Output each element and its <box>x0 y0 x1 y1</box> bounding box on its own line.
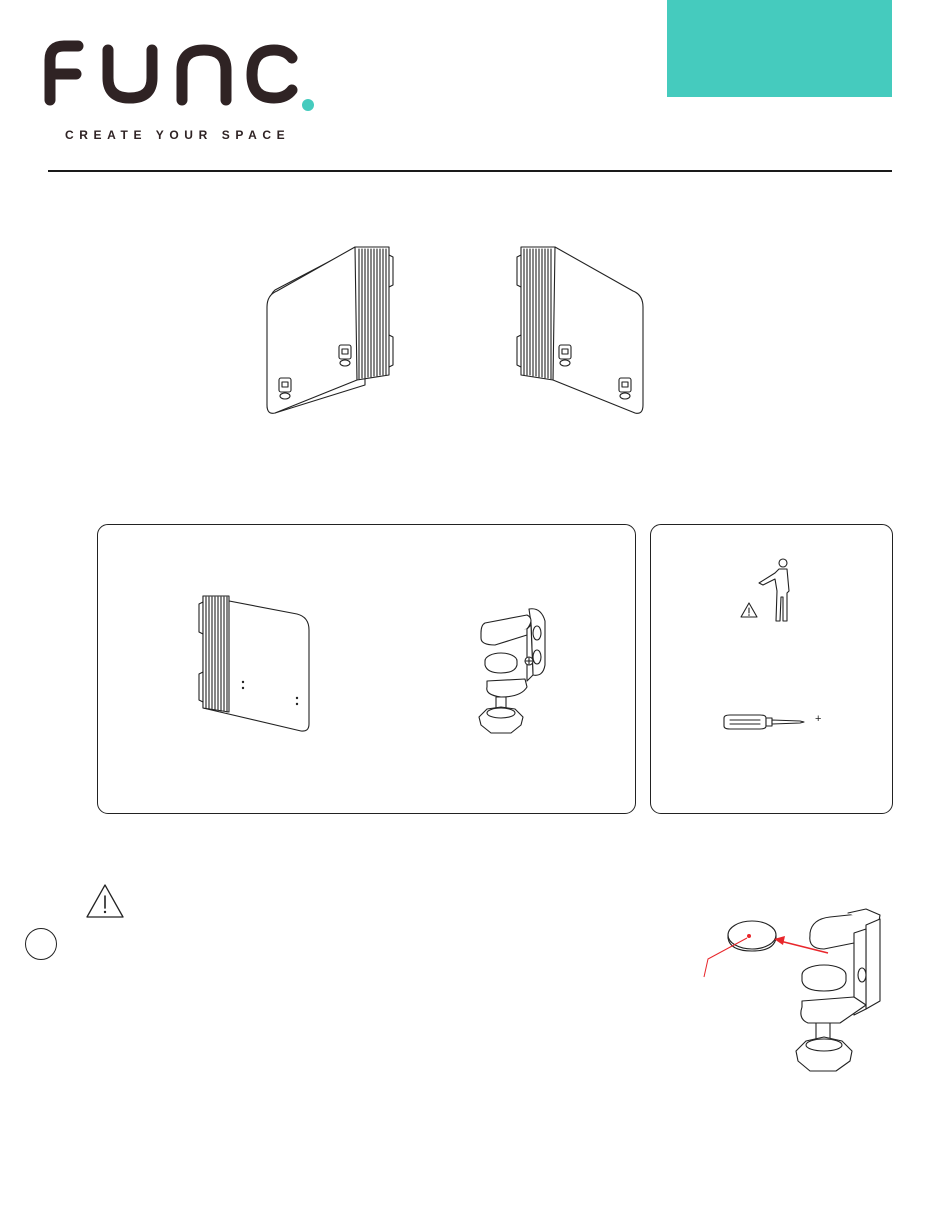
phillips-plus-sign: + <box>815 713 822 725</box>
left-panel-drawing <box>267 247 393 413</box>
warning-icon <box>85 883 125 919</box>
header-color-tab <box>667 0 892 97</box>
divider-panel-part-illustration <box>195 592 320 742</box>
divider-panels-overview-illustration <box>255 235 655 425</box>
desk-clamp-part-illustration <box>465 605 560 745</box>
right-panel-drawing <box>517 247 643 413</box>
brand-tagline: CREATE YOUR SPACE <box>65 128 291 142</box>
header-divider <box>48 170 892 172</box>
two-person-warning-icon <box>735 555 805 630</box>
step-number-circle <box>25 928 57 960</box>
clamp-pad-detail-illustration <box>690 905 895 1075</box>
phillips-screwdriver-icon <box>722 712 822 732</box>
brand-logo <box>40 38 330 118</box>
